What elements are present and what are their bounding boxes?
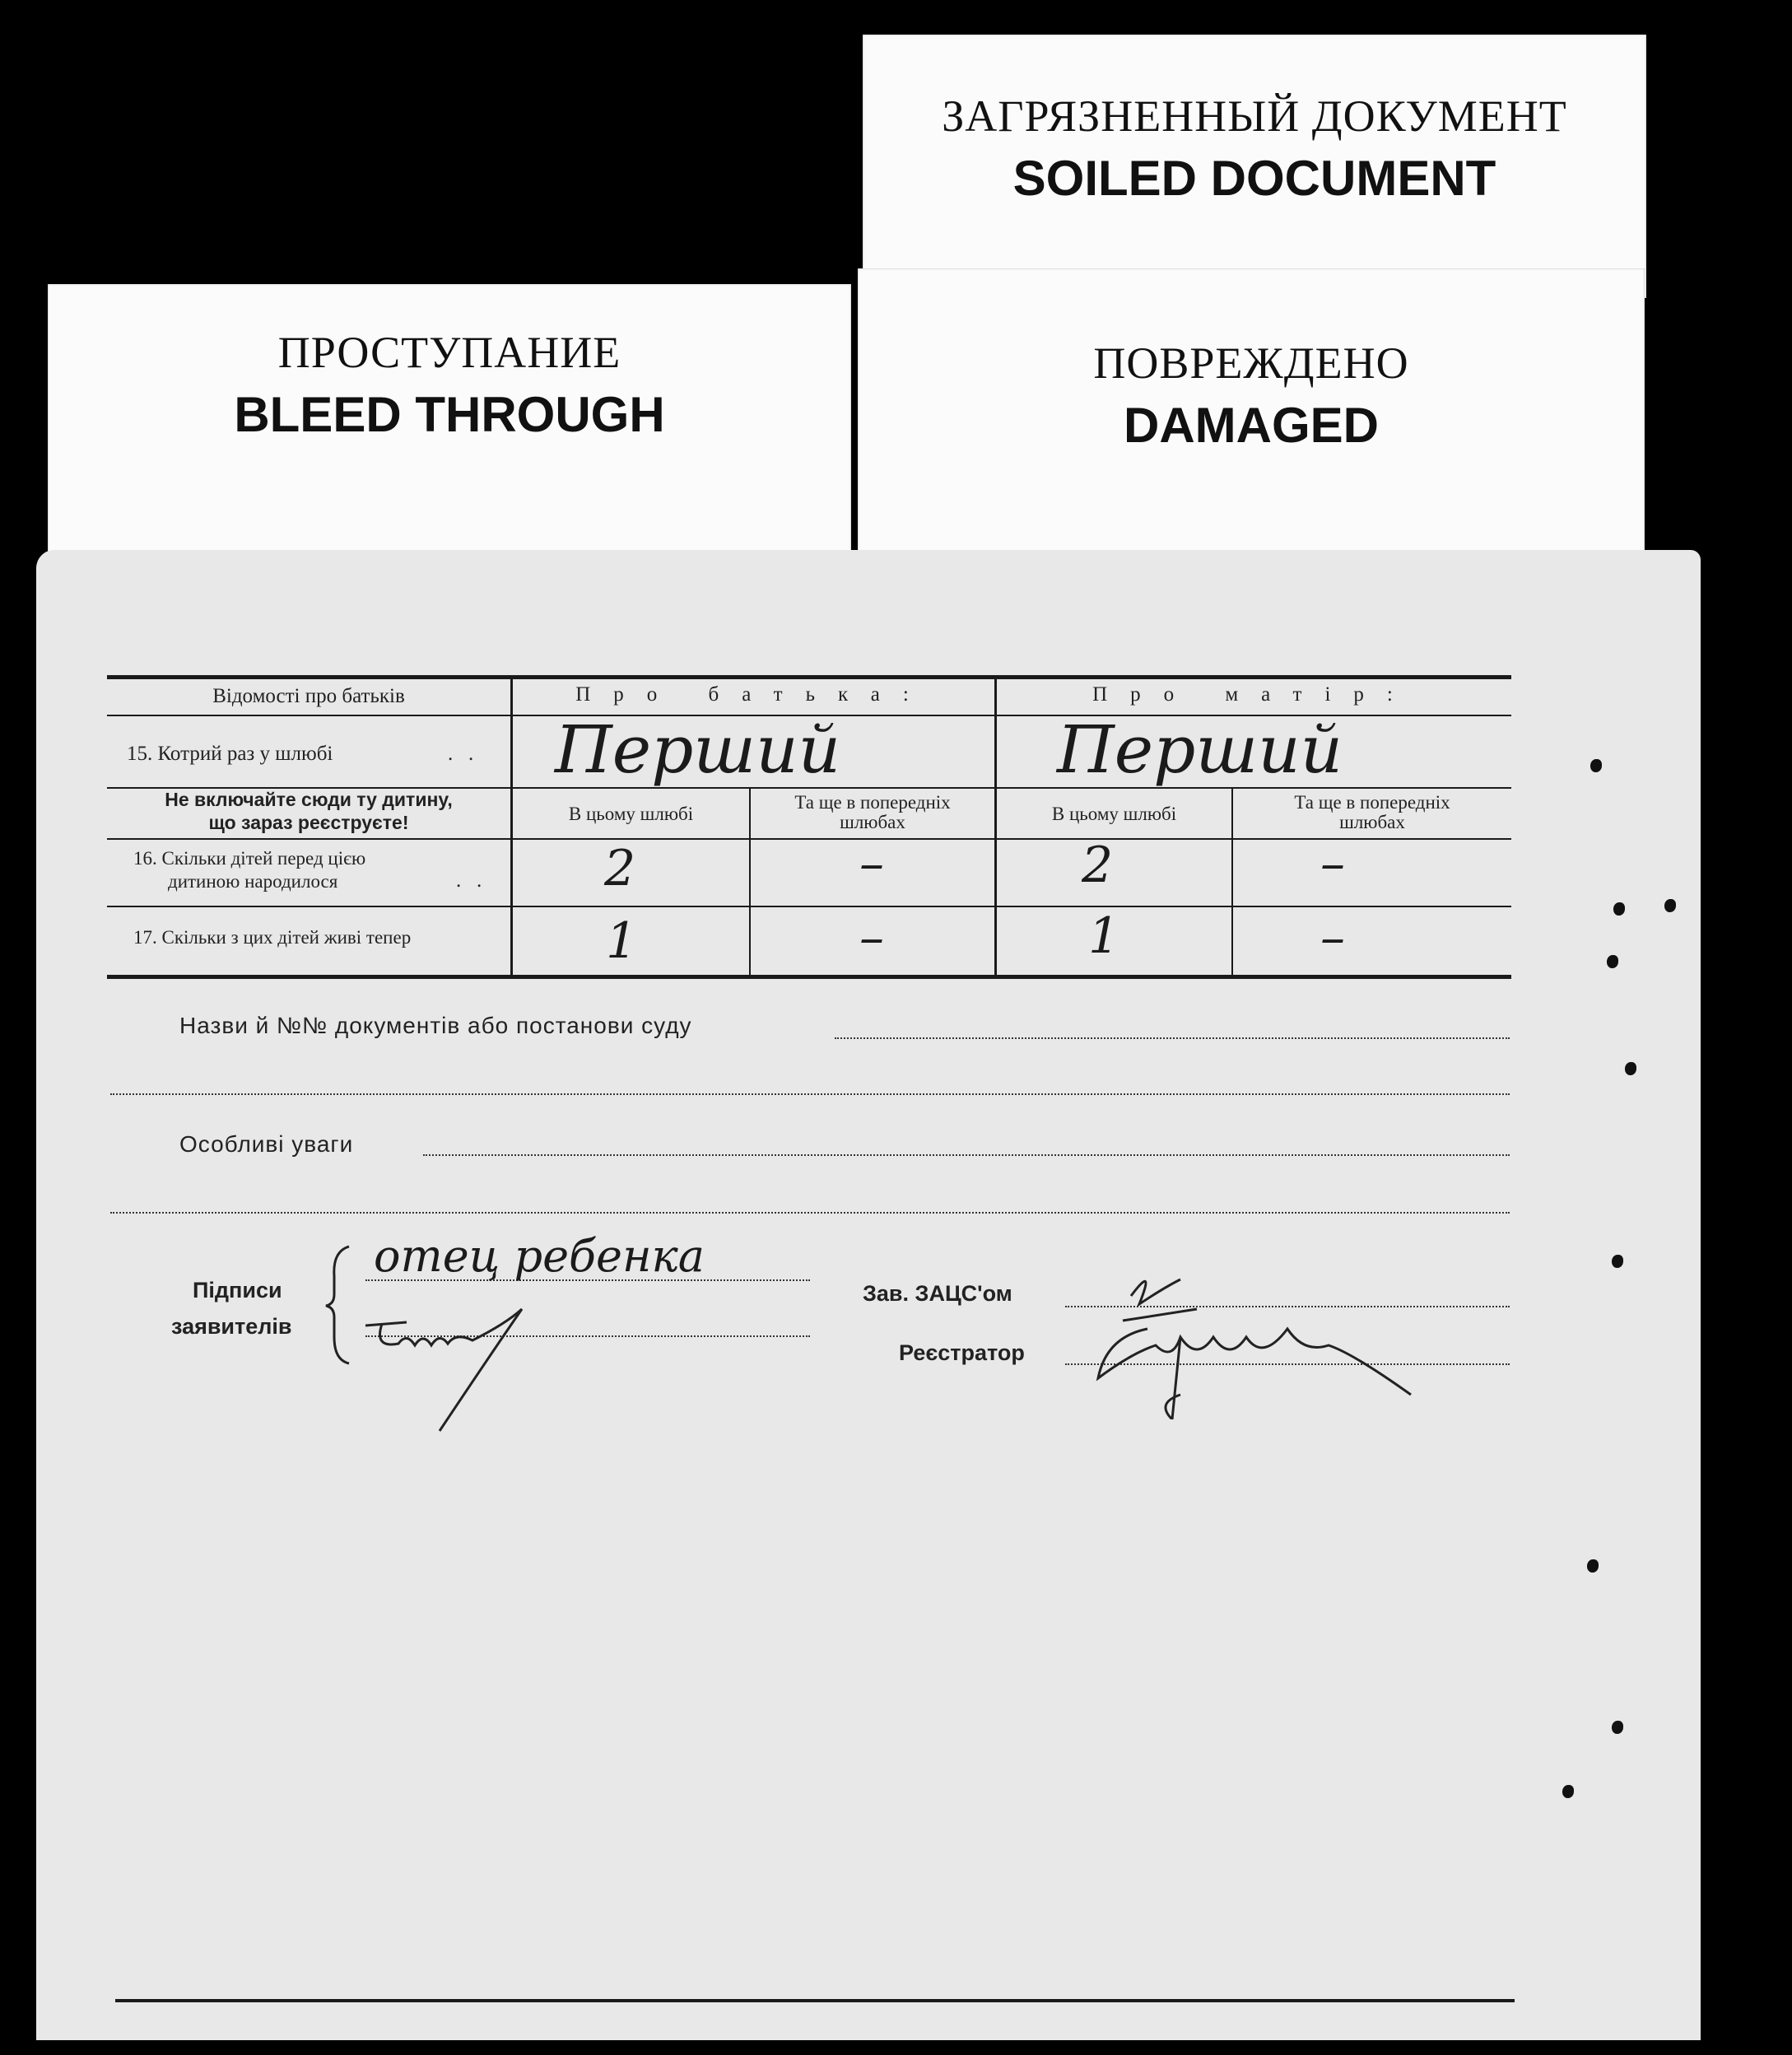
row17-label: 17. Скільки з цих дітей живі тепер bbox=[133, 927, 412, 948]
header-father: Про батька: bbox=[575, 683, 932, 706]
documents-label: Назви й №№ документів або постанови суду bbox=[179, 1013, 692, 1038]
row15-label: 15. Котрий раз у шлюбі bbox=[127, 743, 333, 765]
row16-leader: . . bbox=[456, 869, 482, 892]
punch-hole bbox=[1590, 759, 1602, 772]
documents-dotted-line bbox=[835, 1037, 1510, 1039]
col-prev-mother-line2: шлюбах bbox=[1339, 812, 1405, 832]
col-prev-father-line1: Та ще в попередніх bbox=[794, 792, 951, 813]
row16-father-prev: – bbox=[859, 835, 884, 892]
document-sheet bbox=[36, 550, 1701, 2040]
table-row16-rule bbox=[107, 906, 1511, 907]
punch-hole bbox=[1625, 1062, 1636, 1075]
punch-hole bbox=[1664, 899, 1676, 912]
soiled-document-card bbox=[863, 35, 1646, 298]
row15-father-value: Перший bbox=[555, 711, 841, 788]
applicants-label-line2: заявителів bbox=[171, 1314, 292, 1339]
remarks-dotted-line-2 bbox=[110, 1212, 1510, 1214]
applicants-label-line1: Підписи bbox=[193, 1278, 282, 1302]
registrar-label: Реєстратор bbox=[899, 1340, 1025, 1365]
bleed-card-ru: ПРОСТУПАНИЕ bbox=[277, 328, 621, 377]
table-note-rule bbox=[107, 838, 1511, 840]
punch-hole bbox=[1587, 1559, 1599, 1573]
row17-father-this: 1 bbox=[606, 912, 638, 970]
note-line1: Не включайте сюди ту дитину, bbox=[165, 789, 453, 810]
row16-label-line1: 16. Скільки дітей перед цією bbox=[133, 848, 366, 869]
col-this-marriage-mother: В цьому шлюбі bbox=[1051, 804, 1177, 824]
punch-hole bbox=[1612, 1721, 1623, 1734]
table-col-divider-1 bbox=[510, 677, 513, 978]
header-mother: Про матір: bbox=[1092, 683, 1416, 706]
soiled-card-en: SOILED DOCUMENT bbox=[1012, 151, 1496, 206]
punch-hole bbox=[1562, 1785, 1574, 1798]
bleed-through-card bbox=[48, 284, 851, 564]
punch-hole bbox=[1613, 902, 1625, 916]
damaged-card-ru: ПОВРЕЖДЕНО bbox=[1093, 338, 1409, 388]
col-this-marriage-father: В цьому шлюбі bbox=[568, 804, 694, 824]
row16-label-line2: дитиною народилося bbox=[168, 871, 338, 892]
punch-hole bbox=[1607, 955, 1618, 968]
row15-mother-value: Перший bbox=[1057, 711, 1343, 788]
table-top-rule bbox=[107, 675, 1511, 679]
row16-mother-this: 2 bbox=[1082, 836, 1114, 894]
col-prev-father-line2: шлюбах bbox=[840, 812, 905, 832]
row16-mother-prev: – bbox=[1320, 835, 1345, 892]
documents-dotted-line-2 bbox=[110, 1093, 1510, 1095]
damaged-card-en: DAMAGED bbox=[1124, 398, 1379, 453]
remarks-label: Особливі уваги bbox=[179, 1131, 354, 1157]
remarks-dotted-line bbox=[423, 1154, 1510, 1156]
damaged-card bbox=[858, 268, 1645, 565]
col-prev-mother-line1: Та ще в попередніх bbox=[1294, 792, 1450, 813]
soiled-card-ru: ЗАГРЯЗНЕННЫЙ ДОКУМЕНТ bbox=[942, 91, 1567, 141]
row15-leader: . . bbox=[448, 743, 474, 765]
table-col-divider-2 bbox=[994, 677, 997, 978]
applicant-signature-1: отец ребенка bbox=[374, 1230, 705, 1282]
note-line2: що зараз реєструєте! bbox=[208, 812, 409, 833]
row17-mother-this: 1 bbox=[1088, 907, 1120, 965]
applicant-signature-2 bbox=[349, 1307, 563, 1456]
head-label: Зав. ЗАЦС'ом bbox=[863, 1281, 1012, 1306]
header-label: Відомості про батьків bbox=[212, 685, 405, 707]
bleed-card-en: BLEED THROUGH bbox=[234, 387, 665, 442]
table-bottom-rule bbox=[107, 975, 1511, 979]
sheet-bottom-rule bbox=[115, 1999, 1515, 2002]
row17-mother-prev: – bbox=[1320, 909, 1345, 967]
row16-father-this: 2 bbox=[604, 840, 636, 897]
row17-father-prev: – bbox=[859, 909, 884, 967]
punch-hole bbox=[1612, 1255, 1623, 1268]
head-signature bbox=[1057, 1230, 1436, 1419]
